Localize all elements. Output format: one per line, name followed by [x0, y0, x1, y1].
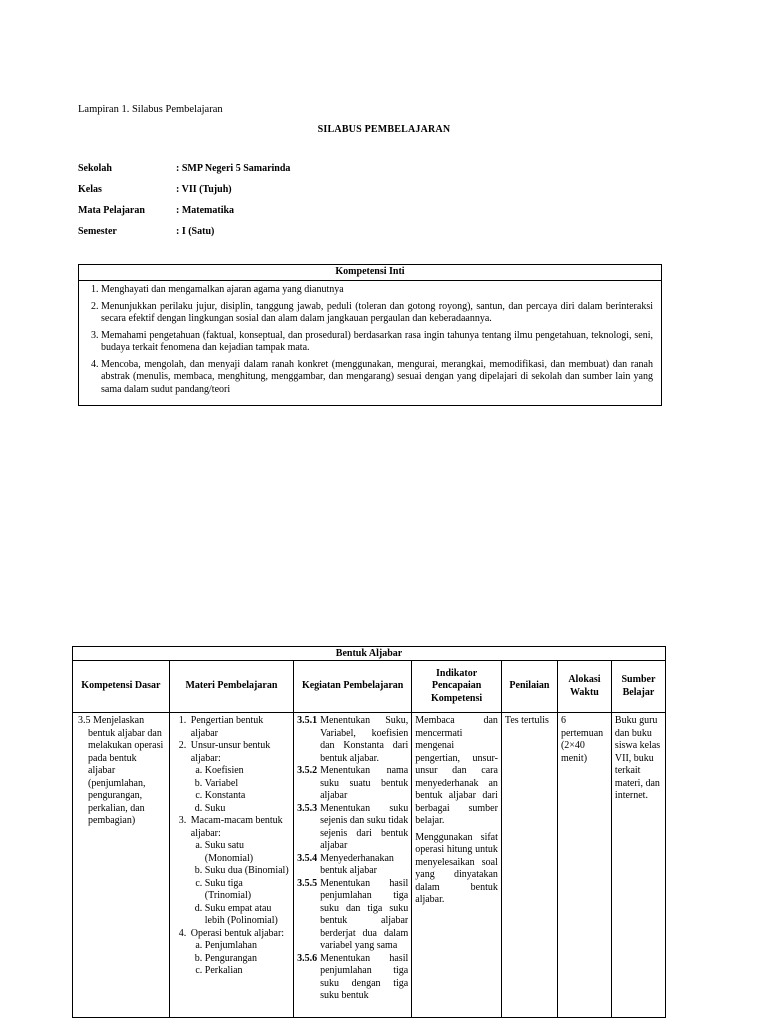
- materi-item: 1. Pengertian bentuk aljabar: [189, 715, 290, 740]
- table-title: Bentuk Aljabar: [73, 647, 666, 661]
- indikator-text: Menggunakan sifat operasi hitung untuk menyelesaikan soal yang dinyatakan dalam bentuk aljabar.: [415, 831, 498, 905]
- info-label: Sekolah: [78, 163, 112, 174]
- info-value: : Matematika: [176, 205, 235, 216]
- ki-item: 1. Menghayati dan mengamalkan ajaran agama yang dianutnya: [101, 284, 653, 297]
- kegiatan-item: 3.5.6 Menentukan hasil penjumlahan tiga suku dengan tiga suku bentuk: [297, 952, 409, 1001]
- kegiatan-cell: [294, 713, 412, 1018]
- kegiatan-item: 3.5.4 Menyederhanakan bentuk aljabar: [297, 852, 394, 876]
- materi-cell: [169, 713, 293, 1018]
- indikator-cell: [412, 713, 502, 1018]
- attachment-label: Lampiran 1. Silabus Pembelajaran: [78, 104, 223, 115]
- materi-item: 4. Operasi bentuk aljabar: a. Penjumlahan b. Pengurangan c. Perkalian: [189, 928, 290, 978]
- materi-subitem: c. Perkalian: [205, 965, 290, 978]
- materi-subitem: b. Pengurangan: [205, 953, 290, 966]
- materi-subitem: c. Konstanta: [205, 790, 290, 803]
- indikator-text: Membaca dan mencermati mengenai pengertian, unsur-unsur dan cara menyederhanak an bentuk aljabar dari berbagai sumber belajar.: [415, 715, 498, 826]
- kegiatan-item: 3.5.1 Menentukan Suku, Variabel, koefisien dan Konstanta dari bentuk aljabar.: [297, 715, 409, 764]
- kompetensi-inti-heading: Kompetensi Inti: [79, 265, 661, 281]
- materi-subitem: b. Variabel: [205, 778, 290, 791]
- info-label: Semester: [78, 226, 117, 237]
- header-alokasi: Alokasi Waktu: [557, 661, 611, 713]
- kd-cell: [73, 713, 170, 1018]
- header-indikator: Indikator Pencapaian Kompetensi: [412, 661, 502, 713]
- kd-text: 3.5 Menjelaskan bentuk aljabar dan melakukan operasi pada bentuk aljabar (penjumlahan, pengurangan, perkalian, dan pembagian): [78, 715, 164, 826]
- info-value: : I (Satu): [176, 226, 215, 237]
- materi-subitem: d. Suku empat atau lebih (Polinomial): [205, 903, 290, 928]
- materi-list: [173, 715, 290, 978]
- bentuk-aljabar-table: [72, 646, 666, 1018]
- info-label: Kelas: [78, 184, 102, 195]
- kompetensi-inti-list: [79, 281, 661, 396]
- materi-item: 3. Macam-macam bentuk aljabar: a. Suku satu (Monomial) b. Suku dua (Binomial) c. Suku tiga (Trinomial) d. Suku empat atau lebih (Polinomial): [189, 815, 290, 928]
- kegiatan-item: 3.5.5 Menentukan hasil penjumlahan tiga suku dan tiga suku bentuk aljabar berderjat dua dalam variabel yang sama: [297, 877, 409, 951]
- info-label: Mata Pelajaran: [78, 205, 145, 216]
- kegiatan-item: 3.5.2 Menentukan nama suku suatu bentuk aljabar: [297, 765, 409, 801]
- materi-item: 2. Unsur-unsur bentuk aljabar: a. Koefisien b. Variabel c. Konstanta d. Suku: [189, 740, 290, 815]
- materi-subitem: d. Suku: [205, 803, 290, 816]
- penilaian-cell: Tes tertulis: [501, 713, 557, 1018]
- materi-subitem: a. Penjumlahan: [205, 940, 290, 953]
- sumber-cell: Buku guru dan buku siswa kelas VII, buku terkait materi, dan internet.: [611, 713, 665, 1018]
- kompetensi-inti-box: [78, 264, 662, 406]
- header-kompetensi-dasar: Kompetensi Dasar: [73, 661, 170, 713]
- ki-item: 2. Menunjukkan perilaku jujur, disiplin, tanggung jawab, peduli (toleran dan gotong royong), santun, dan percaya diri dalam berinteraksi secara efektif dengan lingkungan sosial dan alam dalam jangkauan pergaulan dan keberadaannya.: [101, 301, 653, 326]
- header-kegiatan: Kegiatan Pembelajaran: [294, 661, 412, 713]
- materi-subitem: c. Suku tiga (Trinomial): [205, 878, 290, 903]
- alokasi-cell: 6 pertemuan (2×40 menit): [557, 713, 611, 1018]
- document-title: SILABUS PEMBELAJARAN: [317, 124, 451, 135]
- materi-subitem: b. Suku dua (Binomial): [205, 865, 290, 878]
- ki-item: 4. Mencoba, mengolah, dan menyaji dalam ranah konkret (menggunakan, mengurai, merangkai, memodifikasi, dan membuat) dan ranah abstrak (menulis, membaca, menghitung, menggambar, dan mengarang) sesuai dengan yang dipelajari di sekolah dan sumber lain yang sama dalam sudut pandang/teori: [101, 359, 653, 397]
- info-value: : VII (Tujuh): [176, 184, 232, 195]
- header-penilaian: Penilaian: [501, 661, 557, 713]
- table-row: [73, 713, 666, 1018]
- materi-subitem: a. Suku satu (Monomial): [205, 840, 290, 865]
- header-materi: Materi Pembelajaran: [169, 661, 293, 713]
- materi-subitem: a. Koefisien: [205, 765, 290, 778]
- header-sumber: Sumber Belajar: [611, 661, 665, 713]
- info-value: : SMP Negeri 5 Samarinda: [176, 163, 291, 174]
- ki-item: 3. Memahami pengetahuan (faktual, konseptual, dan prosedural) berdasarkan rasa ingin tahunya tentang ilmu pengetahuan, teknologi, seni, budaya terkait fenomena dan kejadian tampak mata.: [101, 330, 653, 355]
- kegiatan-item: 3.5.3 Menentukan suku sejenis dan suku tidak sejenis dari bentuk aljabar: [297, 802, 409, 851]
